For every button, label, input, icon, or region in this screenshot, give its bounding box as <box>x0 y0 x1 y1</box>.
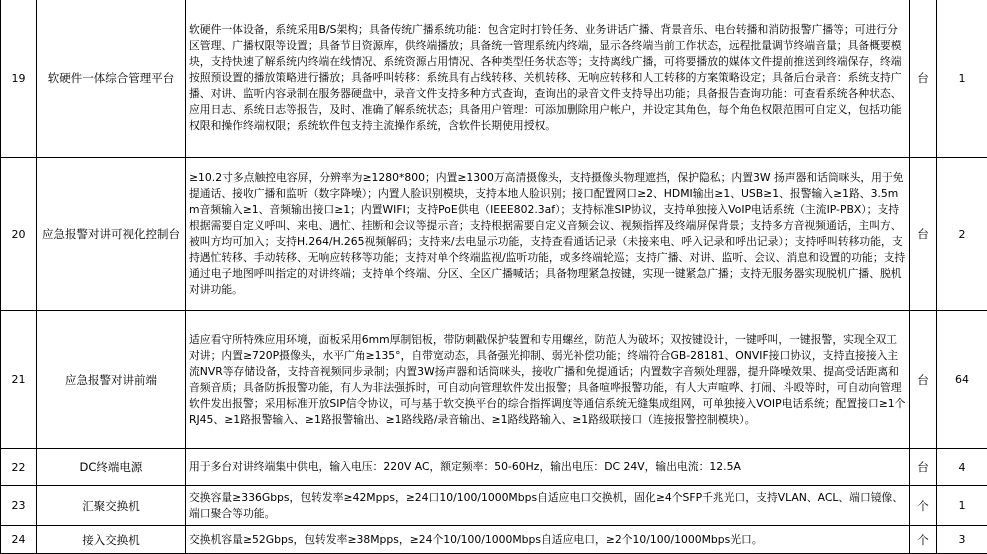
item-unit: 台 <box>910 158 937 311</box>
item-spec: 适应看守所特殊应用环境，面板采用6mm厚制铝板，带防刺戳保护装置和专用螺丝，防范人为破坏；双按键设计，一键呼叫，一键报警，实现全双工对讲；内置≥720P摄像头，水平广角≥135°，自带宽动态，具备强光抑制、弱光补偿功能；终端符合GB-28181、ONVIF接口协议，支持直接接入主流NVR等存储设备，支持音视频同步录制；内置3W扬声器和话筒咪头，接收广播和免提通话；内置数字音频处理器，提升降噪效果、提高受话距离和音频音质；具备防拆报警功能，有人为非法强拆时，可自动向管理软件发出报警；具备喧哗报警功能，有人大声喧哗、打闹、斗殴等时，可自动向管理软件发出报警；采用标准开放SIP信令协议，可与基于软交换平台的综合指挥调度等通信系统无缝集成组网，可单独接入VOIP电话系统；配置接口≥1个RJ45、≥1路报警输入、≥1路报警输出、≥1路线路/录音输出、≥1路线路输入、≥1路级联接口（连接报警控制模块）。 <box>186 311 910 449</box>
row-number: 20 <box>1 158 37 311</box>
item-spec: 软硬件一体设备，系统采用B/S架构；具备传统广播系统功能：包含定时打铃任务、业务讲话广播、背景音乐、电台转播和消防报警广播等；可进行分区管理、广播权限等设置；具备节目资源库，供终端播放；具备统一管理系统内终端，显示各终端当前工作状态，远程批量调节终端音量；具备概要模块，支持快速了解系统内终端在线情况、系统资源占用情况、各种类型任务状态等；支持离线广播，可将要播放的媒体文件提前推送到终端保存，终端按照预设置的播放策略进行播放；具备呼叫转移：系统具有占线转移、关机转移、无响应转移和人工转移的方案策略设定；具备后台录音：系统支持广播、对讲、监听内容录制在服务器硬盘中，录音文件支持多种方式查询，查询出的录音文件支持导出功能；具备报告查询功能：可查看系统各种状态、应用日志、系统日志等报告，及时、准确了解系统状态；具备用户管理：可添加删除用户帐户，并设定其角色，每个角色权限范围可自定义，包括功能权限和操作终端权限；系统软件包支持主流操作系统，含软件长期使用授权。 <box>186 0 910 158</box>
table-row <box>1 311 987 449</box>
item-unit: 台 <box>910 0 937 158</box>
item-unit: 台 <box>910 449 937 486</box>
item-quantity: 1 <box>937 486 987 526</box>
table-row <box>1 449 987 486</box>
item-unit: 台 <box>910 311 937 449</box>
item-quantity: 4 <box>937 449 987 486</box>
item-spec: 用于多台对讲终端集中供电，输入电压：220V AC，额定频率：50-60Hz，输出电压：DC 24V，输出电流：12.5A <box>186 449 910 486</box>
table-row <box>1 526 987 554</box>
item-unit: 个 <box>910 526 937 554</box>
table-row <box>1 0 987 158</box>
item-spec: 交换容量≥336Gbps，包转发率≥42Mpps，≥24口10/100/1000Mbps自适应电口交换机，固化≥4个SFP千兆光口，支持VLAN、ACL、端口镜像、端口聚合等功能。 <box>186 486 910 526</box>
item-name: 应急报警对讲可视化控制台 <box>37 158 186 311</box>
item-name: 软硬件一体综合管理平台 <box>37 0 186 158</box>
row-number: 23 <box>1 486 37 526</box>
item-quantity: 3 <box>937 526 987 554</box>
table-row <box>1 158 987 311</box>
item-unit: 个 <box>910 486 937 526</box>
item-quantity: 2 <box>937 158 987 311</box>
item-name: DC终端电源 <box>37 449 186 486</box>
item-name: 接入交换机 <box>37 526 186 554</box>
item-name: 汇聚交换机 <box>37 486 186 526</box>
row-number: 19 <box>1 0 37 158</box>
row-number: 24 <box>1 526 37 554</box>
item-name: 应急报警对讲前端 <box>37 311 186 449</box>
table-row <box>1 486 987 526</box>
row-number: 22 <box>1 449 37 486</box>
item-spec: ≥10.2寸多点触控电容屏，分辨率为≥1280*800；内置≥1300万高清摄像头，支持摄像头物理遮挡，保护隐私；内置3W 扬声器和话筒咪头，用于免提通话、接收广播和监听（数字降噪）；内置人脸识别模块，支持本地人脸识别；接口配置网口≥2、HDMI输出≥1、USB≥1、报警输入≥1路、3.5mm音频输入≥1、音频输出接口≥1；内置WIFI；支持PoE供电（IEEE802.3af）；支持标准SIP协议，支持单独接入VoIP电话系统（主流IP-PBX）；支持根据需要自定义呼叫、来电、遇忙、挂断和会议等提示音；支持根据需要自定义音频会议、视频指挥及终端屏保背景；支持多方音视频通话，主叫方、被叫方均可加入；支持H.264/H.265视频解码；支持来/去电显示功能，支持查看通话记录（未接来电、呼入记录和呼出记录）；支持呼叫转移功能，支持遇忙转移、手动转移、无响应转移等功能；支持对单个终端监视/监听功能，或多终端轮巡；支持广播、对讲、监听、会议、消息和设置的功能；支持通过电子地图呼叫指定的对讲终端；支持单个终端、分区、全区广播喊话；具备物理紧急按键，实现一键紧急广播；支持无服务器实现脱机广播、脱机对讲功能。 <box>186 158 910 311</box>
row-number: 21 <box>1 311 37 449</box>
item-quantity: 1 <box>937 0 987 158</box>
item-spec: 交换机容量≥52Gbps，包转发率≥38Mpps，≥24个10/100/1000Mbps自适应电口，≥2个10/100/1000Mbps光口。 <box>186 526 910 554</box>
item-quantity: 64 <box>937 311 987 449</box>
